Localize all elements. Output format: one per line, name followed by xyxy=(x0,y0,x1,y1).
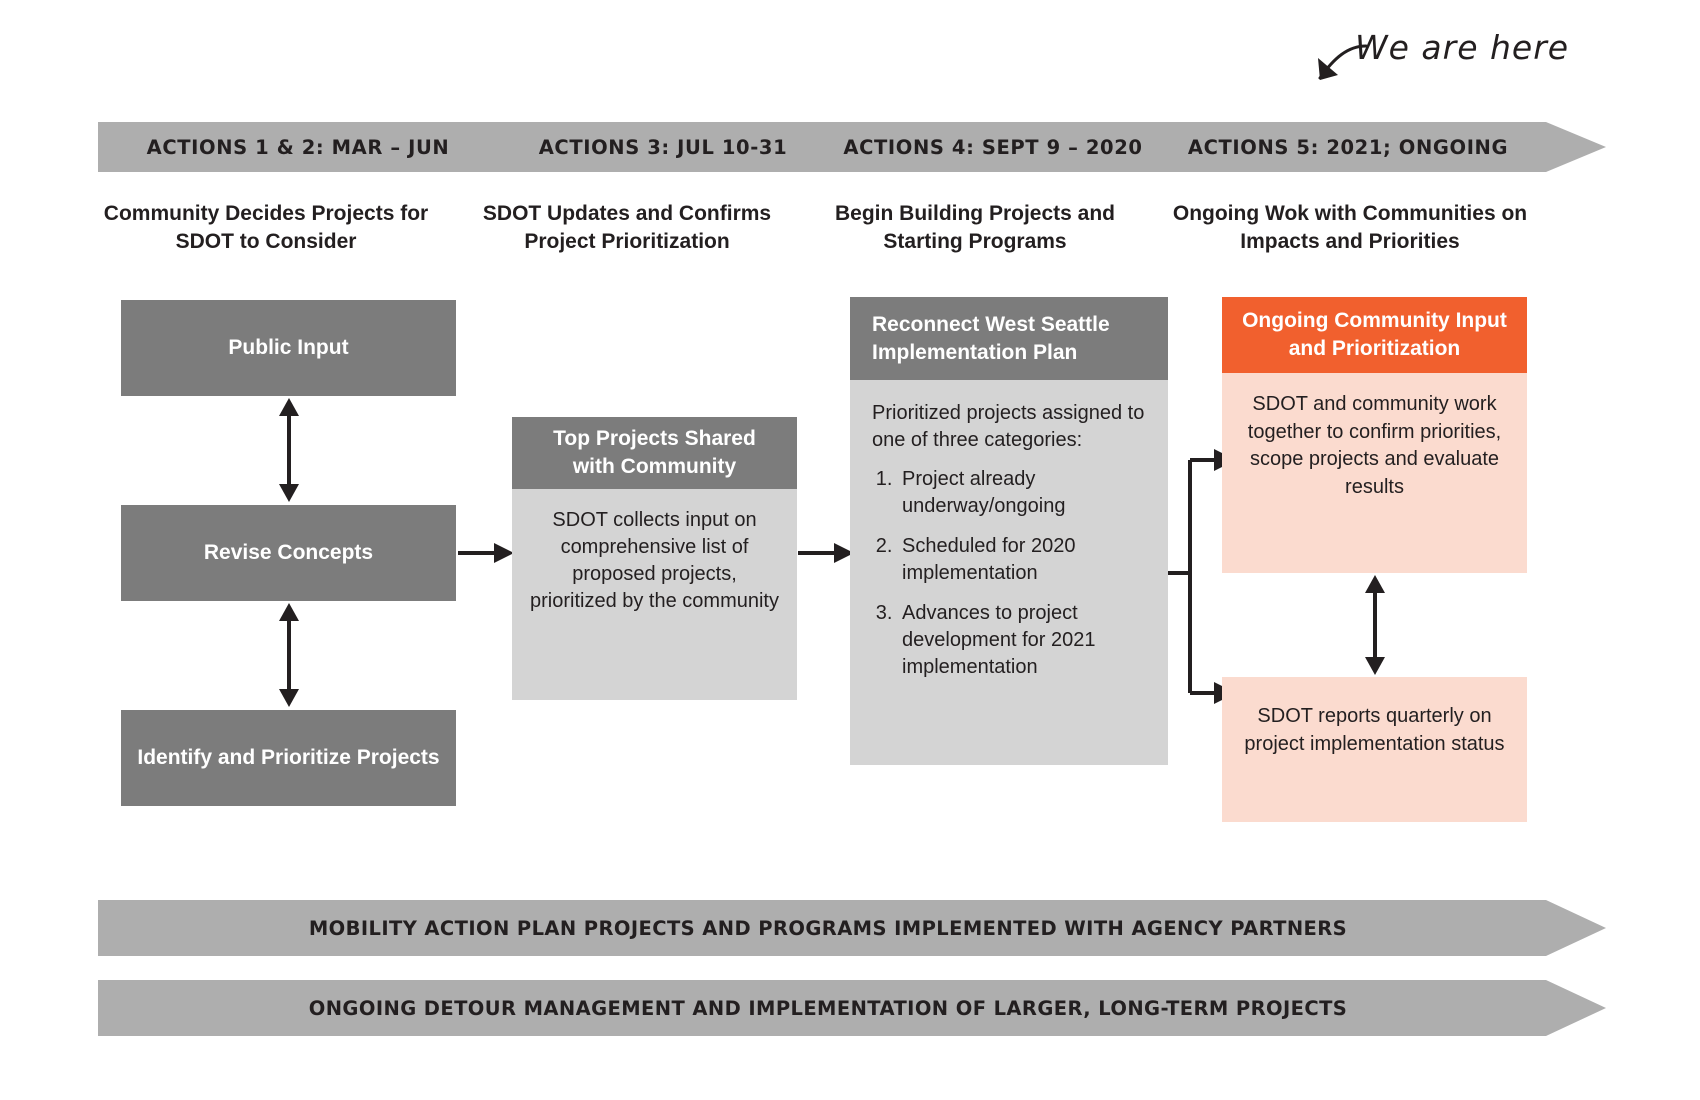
bottom-bar-mobility-action-plan xyxy=(98,900,1606,956)
column-4-heading: Ongoing Wok with Communities on Impacts and Priorities xyxy=(1172,202,1528,253)
timeline-phase-1: ACTIONS 1 & 2: MAR – JUN xyxy=(146,135,450,159)
box-revise-concepts: Revise Concepts xyxy=(121,505,456,601)
implementation-plan-intro: Prioritized projects assigned to one of three categories: xyxy=(872,402,1145,451)
bottom-bar-2-label: ONGOING DETOUR MANAGEMENT AND IMPLEMENTATION OF LARGER, LONG-TERM PROJECTS xyxy=(308,996,1348,1020)
arrow-revise-identify xyxy=(274,603,304,707)
bottom-bar-detour-management xyxy=(98,980,1606,1036)
box-implementation-plan-header: Reconnect West Seattle Implementation Plan xyxy=(850,297,1168,380)
we-are-here-label: We are here xyxy=(1355,28,1570,67)
box-sdot-reports: SDOT reports quarterly on project implementation status xyxy=(1222,677,1527,822)
arrow-community-input-to-reports xyxy=(1360,575,1390,675)
timeline-phase-4: ACTIONS 5: 2021; ONGOING xyxy=(1187,135,1509,159)
box-ongoing-community-input-header: Ongoing Community Input and Prioritization xyxy=(1222,297,1527,373)
implementation-plan-list-item: 1. Project already underway/ongoing xyxy=(898,466,1146,520)
box-top-projects-body: SDOT collects input on comprehensive list of proposed projects, prioritized by the community xyxy=(512,489,797,700)
we-are-here-arrow-icon xyxy=(1308,42,1370,92)
implementation-plan-list-item: 3. Advances to project development for 2021 implementation xyxy=(898,600,1146,681)
box-identify-and-prioritize-projects: Identify and Prioritize Projects xyxy=(121,710,456,806)
timeline-phase-2: ACTIONS 3: JUL 10-31 xyxy=(538,135,788,159)
box-public-input: Public Input xyxy=(121,300,456,396)
column-3-heading: Begin Building Projects and Starting Programs xyxy=(834,202,1116,253)
bottom-bar-1-label: MOBILITY ACTION PLAN PROJECTS AND PROGRAMS IMPLEMENTED WITH AGENCY PARTNERS xyxy=(308,916,1348,940)
arrow-column2-to-column3 xyxy=(798,538,854,568)
column-1-heading: Community Decides Projects for SDOT to Consider xyxy=(103,202,429,253)
column-2-heading: SDOT Updates and Confirms Project Prioritization xyxy=(482,202,772,253)
timeline-phase-labels xyxy=(98,122,1606,172)
box-implementation-plan-body xyxy=(850,380,1168,765)
box-top-projects-header: Top Projects Shared with Community xyxy=(512,417,797,489)
implementation-plan-list xyxy=(872,466,1146,681)
box-ongoing-community-input-body: SDOT and community work together to confirm priorities, scope projects and evaluate results xyxy=(1222,373,1527,573)
arrow-column1-to-column2 xyxy=(458,538,514,568)
arrow-public-input-revise xyxy=(274,398,304,502)
implementation-plan-list-item: 2. Scheduled for 2020 implementation xyxy=(898,533,1146,587)
timeline-phase-3: ACTIONS 4: SEPT 9 – 2020 xyxy=(843,135,1143,159)
